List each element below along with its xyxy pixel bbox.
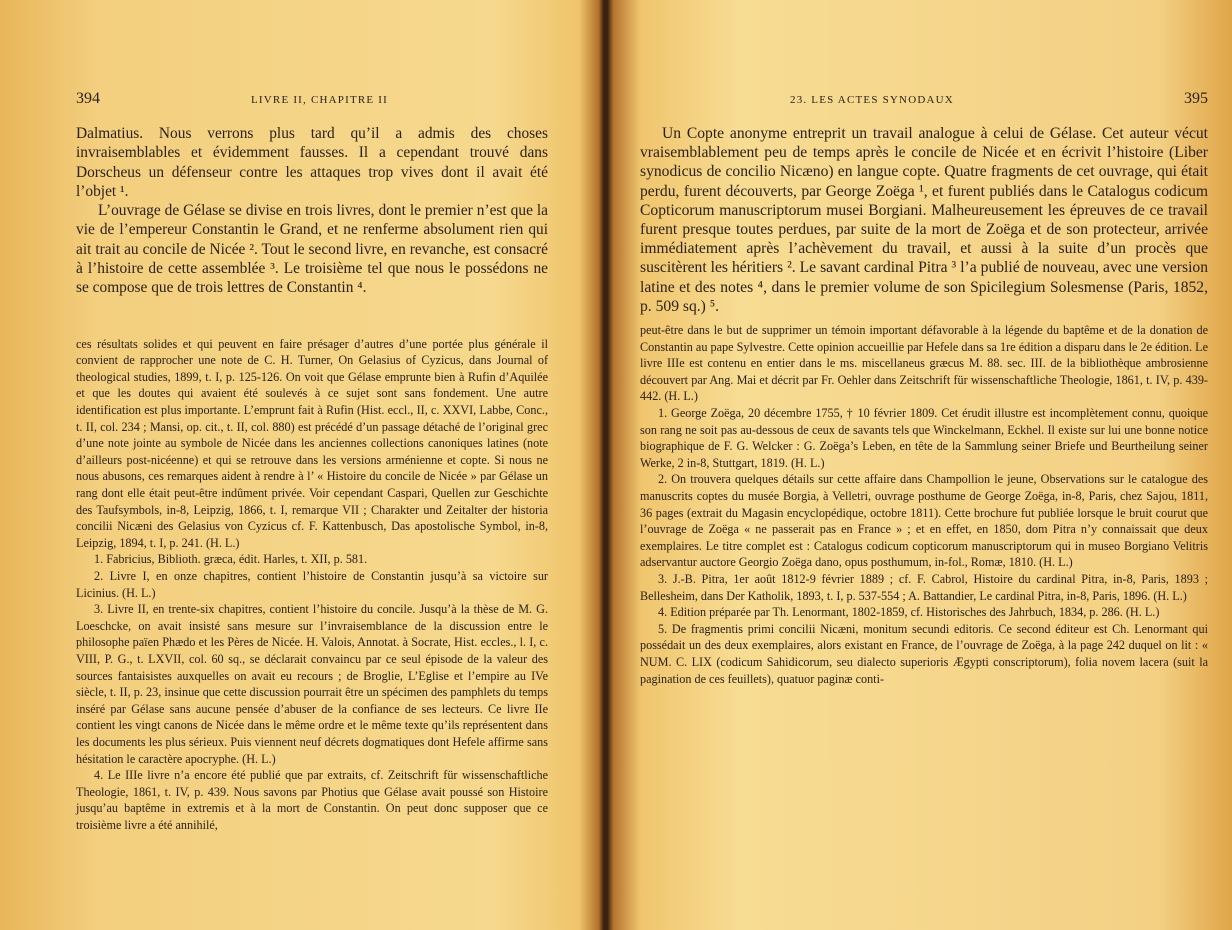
left-page-content [76, 90, 548, 833]
right-footnotes [640, 322, 1208, 687]
left-running-title: LIVRE II, CHAPITRE II [250, 94, 388, 106]
right-running-head [640, 90, 1208, 120]
footnote: 3. J.-B. Pitra, 1er août 1812-9 février 1889 ; cf. F. Cabrol, Histoire du cardinal Pitra, in-8, Paris, 1893 ; Bellesheim, dans Der Katholik, 1893, t. I, p. 537-554 ; A. Battandier, Le cardinal Pitra, in-8, Paris, 1896. (H. L.) [640, 571, 1208, 603]
right-body-text [640, 124, 1208, 316]
footnote: 2. On trouvera quelques détails sur cette affaire dans Champollion le jeune, Observations sur le catalogue des manuscrits coptes du musée Borgia, à Velletri, ouvrage posthume de George Zoëga, in-8, Paris, chez Sajou, 1811, 36 pages (extrait du Magasin encyclopédique, octobre 1811). Cette brochure fut publiée lorsque le bruit courut que l’ouvrage de Zoëga « ne passerait pas en France » ; et en effet, en 1850, dom Pitra n’y connaissait que deux exemplaires. Le titre complet est : Catalogus codicum copticorum manuscriptorum qui in museo Borgiano Velitris adservantur auctore Georgio Zoëga dano, opus posthumum, in-fol., Romæ, 1810. (H. L.) [640, 472, 1208, 570]
footnote-continuation: ces résultats solides et qui peuvent en faire présager d’autres d’une portée plus générale il convient de rapprocher une note de C. H. Turner, On Gelasius of Cyzicus, dans Journal of theological studies, 1899, t. I, p. 125-126. On voit que Gélase emprunte bien à Rufin d’Aquilée et que les doutes qui avaient été soulevés à ce sujet sont sans fondement. Une autre identification est plus importante. L’emprunt fait à Rufin (Hist. eccl., II, c. XXVI, Labbe, Conc., t. II, col. 234 ; Mansi, op. cit., t. II, col. 880) est précédé d’un passage détaché de l’original grec d’une note jointe au symbole de Nicée dans les anciennes collections canoniques latines (note d’ailleurs post-nicéenne) et qui se retrouve dans les versions arménienne et copte. Si nous ne nous abusons, ces remarques aident à rendre à l’ « Histoire du concile de Nicée » par Gélase un rang dont elle était peut-être indûment privée. Voir cependant Caspari, Quellen zur Geschichte des Taufsymbols, in-8, Leipzig, 1866, t. I, remarque VII ; Charakter und Zeitalter der historia concilii Nicæni des Gelasius von Cyzicus cf. F. Kattenbusch, Das apostolische Symbol, in-8, Leipzig, 1894, t. I, p. 241. (H. L.) [76, 336, 548, 550]
right-page-number: 395 [1184, 90, 1208, 107]
footnote: 3. Livre II, en trente-six chapitres, contient l’histoire du concile. Jusqu’à la thèse de M. G. Loeschcke, on avait insisté sans mesure sur l’invraisemblance de la discussion entre le philosophe païen Phædo et les Pères de Nicée. H. Valois, Annotat. à Socrate, Hist. eccles., l. I, c. VIII, P. G., t. LXVII, col. 60 sq., se déclarait convaincu par ce seul épisode de la valeur des sources fantaisistes auxquelles on avait eu recours ; de Broglie, L’Eglise et l’empire au IVe siècle, t. II, p. 23, insinue que cette discussion pourrait être un spécimen des pamphlets du temps inséré par Gélase sans aucune pensée d’abuser de la confiance de ses lecteurs. Ce livre IIe contient les vingt canons de Nicée dans le même ordre et le même texte qu’ils représentent dans les documents les plus sérieux. Puis viennent neuf décrets dogmatiques dont Hefele affirme sans hésitation le caractère apocryphe. (H. L.) [76, 602, 548, 766]
footnote-continuation: peut-être dans le but de supprimer un témoin important défavorable à la légende du baptême et de la donation de Constantin au pape Sylvestre. Cette opinion accueillie par Hefele dans sa 1re édition a disparu dans le 2e édition. Le livre IIIe est contenu en entier dans le ms. miscellaneus græcus M. 88. sec. III. de la bibliothèque ambrosienne découvert par Ang. Mai et décrit par Fr. Oehler dans Zeitschrift für wissenschaftliche Theologie, 1861, t. IV, p. 439-442. (H. L.) [640, 323, 1208, 404]
body-paragraph: L’ouvrage de Gélase se divise en trois livres, dont le premier n’est que la vie de l’empereur Constantin le Grand, et ne renferme absolument rien qui ait trait au concile de Nicée ². Tout le second livre, en revanche, est consacré à l’histoire de cette assemblée ³. Le troisième tel que nous le possédons ne se compose que de trois lettres de Constantin ⁴. [76, 202, 548, 297]
body-paragraph: Un Copte anonyme entreprit un travail analogue à celui de Gélase. Cet auteur vécut vraisemblablement peu de temps après le concile de Nicée et en écrivit l’histoire (Liber synodicus de concilio Nicæno) en langue copte. Quatre fragments de cet ouvrage, qui était perdu, furent découverts, par George Zoëga ¹, et furent publiés dans le Catalogus codicum Copticorum manuscriptorum musei Borgiani. Malheureusement les épreuves de ce travail furent presque toutes perdues, par suite de la mort de Zoëga et de son protecteur, arrivée immédiatement après l’achèvement du travail, et aussi à la suite d’un procès que suscitèrent les héritiers ². Le savant cardinal Pitra ³ l’a publié de nouveau, avec une version latine et des notes ⁴, dans le premier volume de son Spicilegium Solesmense (Paris, 1852, p. 509 sq.) ⁵. [640, 125, 1208, 315]
footnote: 5. De fragmentis primi concilii Nicæni, monitum secundi editoris. Ce second éditeur est Ch. Lenormant qui possédait un des deux exemplaires, alors existant en France, de l’ouvrage de Zoëga, à la page 242 duquel on lit : « NUM. C. LIX (codicum Sahidicorum, seu dialecto superioris Ægypti conscriptorum), folia novem lacera (suit la pagination de ces feuillets), quatuor paginæ conti- [640, 621, 1208, 686]
footnote: 4. Edition préparée par Th. Lenormant, 1802-1859, cf. Historisches des Jahrbuch, 1834, p. 286. (H. L.) [658, 605, 1160, 620]
left-page-number: 394 [76, 90, 100, 107]
right-page-content [640, 90, 1208, 687]
left-body-text [76, 124, 548, 298]
footnote: 2. Livre I, en onze chapitres, contient l’histoire de Constantin jusqu’à sa victoire sur Licinius. (H. L.) [76, 568, 548, 600]
right-page [596, 0, 1232, 930]
right-running-title: 23. LES ACTES SYNODAUX [790, 94, 954, 106]
left-footnotes [76, 336, 548, 834]
body-paragraph: Dalmatius. Nous verrons plus tard qu’il a admis des choses invraisemblables et évidemment fausses. Il a cependant trouvé dans Dorscheus un défenseur contre les attaques trop vives dont il avait été l’objet ¹. [76, 125, 548, 200]
left-page [0, 0, 584, 930]
footnote: 1. George Zoëga, 20 décembre 1755, † 10 février 1809. Cet érudit illustre est incomplètement connu, quoique son rang ne soit pas au-dessous de ceux de savants tels que Winckelmann, Eckhel. Il existe sur lui une bonne notice biographique de F. G. Welcker : G. Zoëga’s Leben, en tête de la Sammlung seiner Briefe und Beurtheilung seiner Werke, 2 in-8, Stuttgart, 1819. (H. L.) [640, 406, 1208, 470]
footnote: 1. Fabricius, Biblioth. græca, édit. Harles, t. XII, p. 581. [94, 552, 368, 567]
footnote: 4. Le IIIe livre n’a encore été publié que par extraits, cf. Zeitschrift für wissenschaftliche Theologie, 1861, t. IV, p. 439. Nous savons par Photius que Gélase avait poussé son Histoire jusqu’au baptême in extremis et à la mort de Constantin. On peut donc supposer que ce troisième livre a été annihilé, [76, 768, 548, 832]
left-running-head [76, 90, 548, 120]
